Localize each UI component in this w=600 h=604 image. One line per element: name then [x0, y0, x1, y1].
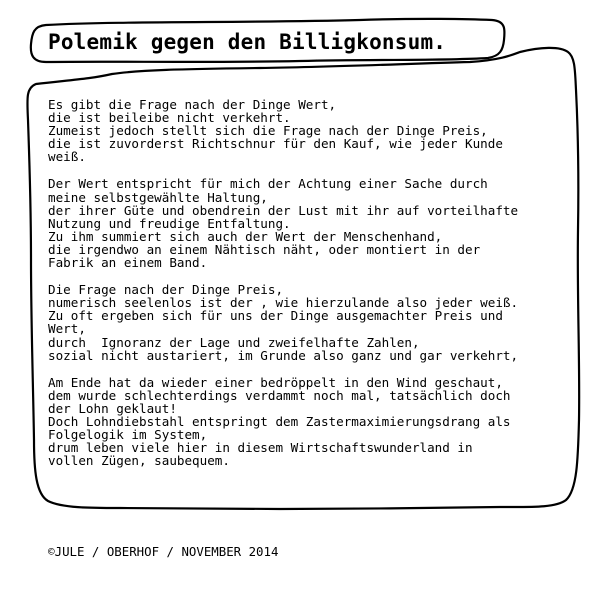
- poem-line: Die Frage nach der Dinge Preis,: [48, 282, 284, 298]
- poem-line: drum leben viele hier in diesem Wirtschaftswunderland in: [48, 440, 473, 456]
- stanza: [48, 177, 578, 269]
- poem-line: Es gibt die Frage nach der Dinge Wert,: [48, 97, 337, 112]
- poem-line: weiß.: [48, 149, 86, 165]
- footer-text: JULE / OBERHOF / NOVEMBER 2014: [54, 544, 279, 559]
- poem-line: Zumeist jedoch stellt sich die Frage nach der Dinge Preis,: [48, 123, 488, 139]
- poem-line: Folgelogik im System,: [48, 427, 208, 443]
- stanza: [48, 98, 578, 163]
- poem-line: sozial nicht austariert, im Grunde also ganz und gar verkehrt,: [48, 347, 519, 363]
- poem-line: Am Ende hat da wieder einer bedröppelt in den Wind geschaut,: [48, 374, 503, 390]
- poem-line: die ist zuvorderst Richtschnur für den Kauf, wie jeder Kunde: [48, 136, 503, 152]
- stanza: [48, 283, 578, 362]
- poem-line: Wert,: [48, 321, 86, 337]
- poem-line: Zu oft ergeben sich für uns der Dinge ausgemachter Preis und: [48, 308, 503, 324]
- poem-line: durch Ignoranz der Lage und zweifelhafte Zahlen,: [48, 334, 420, 350]
- copyright-icon: ©: [48, 545, 55, 558]
- poem-line: Der Wert entspricht für mich der Achtung einer Sache durch: [48, 176, 488, 192]
- poem-line: Zu ihm summiert sich auch der Wert der Menschenhand,: [48, 228, 443, 244]
- poem-line: die irgendwo an einem Nähtisch näht, oder montiert in der: [48, 241, 481, 257]
- poem-line: numerisch seelenlos ist der , wie hierzulande also jeder weiß.: [48, 295, 519, 311]
- poem-line: die ist beileibe nicht verkehrt.: [48, 110, 291, 126]
- poem-line: vollen Zügen, saubequem.: [48, 453, 230, 469]
- poem-body: [48, 98, 578, 481]
- poem-line: der ihrer Güte und obendrein der Lust mit ihr auf vorteilhafte: [48, 202, 519, 218]
- poem-line: Nutzung und freudige Entfaltung.: [48, 215, 291, 231]
- footer-credit: [48, 544, 278, 559]
- poem-line: dem wurde schlechterdings verdammt noch mal, tatsächlich doch: [48, 387, 511, 403]
- stanza: [48, 376, 578, 468]
- page-title: Polemik gegen den Billigkonsum.: [48, 30, 447, 54]
- poem-line: Doch Lohndiebstahl entspringt dem Zastermaximierungsdrang als: [48, 413, 511, 429]
- poem-line: Fabrik an einem Band.: [48, 255, 208, 271]
- poem-line: der Lohn geklaut!: [48, 400, 177, 416]
- poem-line: meine selbstgewählte Haltung,: [48, 189, 268, 205]
